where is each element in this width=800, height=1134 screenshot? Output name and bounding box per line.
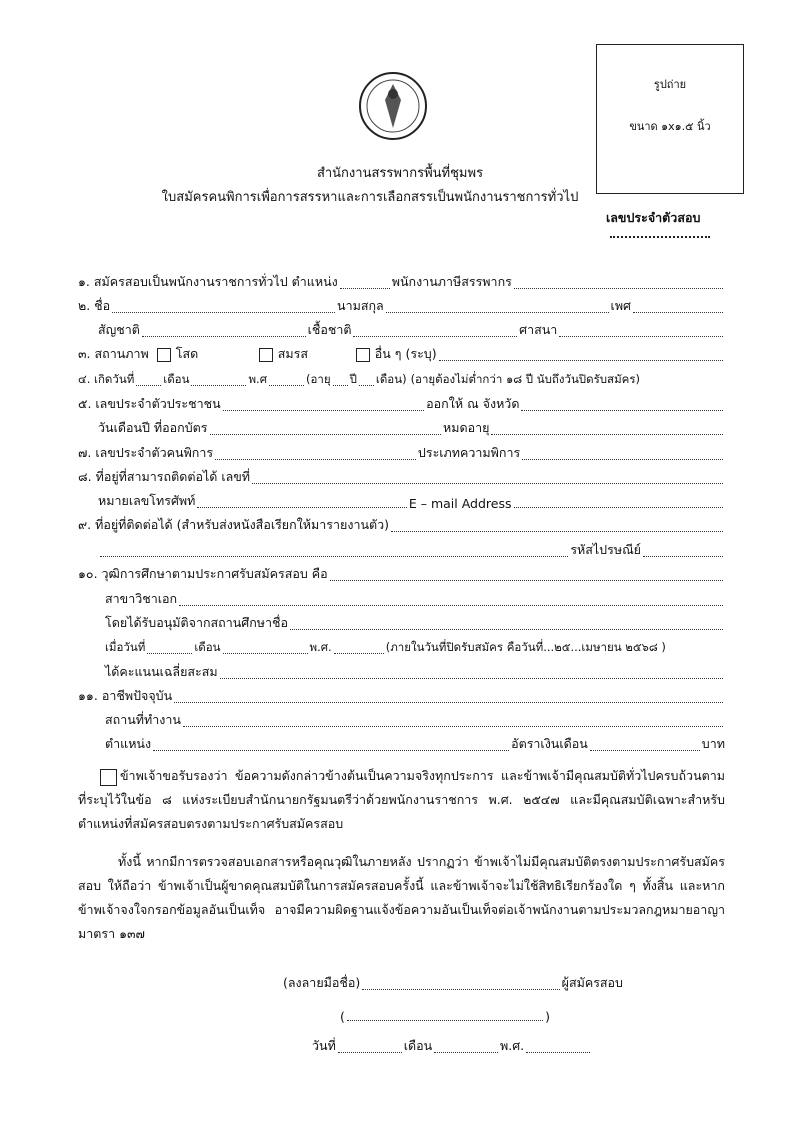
birth-day-label: ๔. เกิดวันที่ xyxy=(78,372,135,386)
race-label: เชื้อชาติ xyxy=(307,322,352,337)
age-label: (อายุ xyxy=(306,372,331,386)
job-position-label: ตำแหน่ง xyxy=(105,736,152,751)
expiry-field[interactable] xyxy=(491,434,723,435)
postal-label: รหัสไปรษณีย์ xyxy=(570,542,641,557)
grad-month-label: เดือน xyxy=(194,640,221,654)
gpa-label: ได้คะแนนเฉลี่ยสะสม xyxy=(105,664,218,679)
job-position-field[interactable] xyxy=(153,750,509,751)
close-paren: ) xyxy=(545,1009,550,1024)
expiry-label: หมดอายุ xyxy=(443,420,490,435)
signature-label: (ลงลายมือชื่อ) xyxy=(283,975,361,990)
deadline-note: (ภายในวันที่ปิดรับสมัคร คือวันที่...๒๕...เมษายน ๒๕๖๘ ) xyxy=(385,640,666,654)
email-label: E – mail Address xyxy=(408,496,512,511)
form-title: ใบสมัครคนพิการเพื่อการสรรหาและการเลือกสรรเป็นพนักงานราชการทั่วไป xyxy=(161,190,579,205)
age-year-label: ปี xyxy=(349,372,357,386)
age-note: (อายุต้องไม่ต่ำกว่า ๑๘ ปี นับถึงวันปิดรับสมัคร) xyxy=(410,372,641,386)
email-field[interactable] xyxy=(514,507,723,508)
age-months-field[interactable] xyxy=(359,385,374,386)
status-label: ๓. สถานภาพ xyxy=(78,346,149,361)
grad-year-field[interactable] xyxy=(334,653,384,654)
sign-month-label: เดือน xyxy=(403,1038,433,1053)
other-field[interactable] xyxy=(439,360,723,361)
workplace-label: สถานที่ทำงาน xyxy=(105,712,181,727)
grad-day-label: เมื่อวันที่ xyxy=(105,640,146,654)
issue-date-field[interactable] xyxy=(210,434,442,435)
printed-name-field[interactable] xyxy=(347,1020,543,1021)
birth-month-field[interactable] xyxy=(191,385,246,386)
age-month-label: เดือน) xyxy=(375,372,407,386)
declaration-checkbox[interactable] xyxy=(100,769,117,786)
grad-month-field[interactable] xyxy=(223,653,308,654)
exam-id-label: เลขประจำตัวสอบ xyxy=(606,210,701,225)
gpa-field[interactable] xyxy=(220,678,723,679)
occupation-field[interactable] xyxy=(174,702,723,703)
mail-address-label: ๙. ที่อยู่ที่ติดต่อได้ (สำหรับส่งหนังสือเรียกให้มารายงานตัว) xyxy=(78,517,390,532)
salary-field[interactable] xyxy=(590,750,700,751)
issued-province-label: ออกให้ ณ จังหวัด xyxy=(426,396,520,411)
other-checkbox[interactable] xyxy=(356,348,370,362)
grad-year-label: พ.ศ. xyxy=(309,640,332,654)
disability-id-label: ๗. เลขประจำตัวคนพิการ xyxy=(78,445,214,460)
photo-label: รูปถ่าย xyxy=(653,78,687,91)
warning-text: ทั้งนี้ หากมีการตรวจสอบเอกสารหรือคุณวุฒิในภายหลัง ปรากฏว่า ข้าพเจ้าไม่มีคุณสมบัติตรงตามประกาศรับสมัครสอบ ให้ถือว่า ข้าพเจ้าเป็นผู้ขาดคุณสมบัติในการสมัครสอบครั้งนี้ และข้าพเจ้าจะไม่ใช้สิทธิเรียกร้องใด ๆ ทั้งสิ้น และหากข้าพเจ้าจงใจกรอกข้อมูลอันเป็นเท็จ อาจมีความผิดฐานแจ้งข้อความอันเป็นเท็จต่อเจ้าพนักงานตามประมวลกฎหมายอาญามาตรา ๑๓๗ xyxy=(78,854,725,941)
revenue-department-seal-icon xyxy=(357,70,429,142)
sign-day-field[interactable] xyxy=(338,1052,402,1053)
office-name: สำนักงานสรรพากรพื้นที่ชุมพร xyxy=(316,166,484,181)
race-field[interactable] xyxy=(353,336,517,337)
address-label: ๘. ที่อยู่ที่สามารถติดต่อได้ เลขที่ xyxy=(78,469,251,484)
photo-size: ขนาด ๑x๑.๕ นิ้ว xyxy=(629,120,711,133)
disability-type-label: ประเภทความพิการ xyxy=(417,445,521,460)
single-checkbox[interactable] xyxy=(157,348,171,362)
disability-type-field[interactable] xyxy=(522,459,723,460)
institution-label: โดยได้รับอนุมัติจากสถานศึกษาชื่อ xyxy=(105,615,289,630)
address-field[interactable] xyxy=(252,483,723,484)
applicant-label: ผู้สมัครสอบ xyxy=(561,975,623,990)
married-checkbox[interactable] xyxy=(259,348,273,362)
postal-field[interactable] xyxy=(643,556,723,557)
id-card-field[interactable] xyxy=(223,410,425,411)
nationality-field[interactable] xyxy=(142,336,306,337)
f1-label: ๑. สมัครสอบเป็นพนักงานราชการทั่วไป ตำแหน่ง xyxy=(78,274,338,289)
institution-field[interactable] xyxy=(290,629,723,630)
position-field[interactable] xyxy=(514,288,723,289)
occupation-label: ๑๑. อาชีพปัจจุบัน xyxy=(78,688,173,703)
birth-month-label: เดือน xyxy=(163,372,190,386)
id-card-label: ๕. เลขประจำตัวประชาชน xyxy=(78,396,221,411)
name-field[interactable] xyxy=(112,312,335,313)
open-paren: ( xyxy=(340,1009,345,1024)
position-value: พนักงานภาษีสรรพากร xyxy=(391,274,512,289)
mail-address-field[interactable] xyxy=(391,531,723,532)
phone-label: หมายเลขโทรศัพท์ xyxy=(98,493,196,508)
mail-address-field-2[interactable] xyxy=(100,556,568,557)
major-label: สาขาวิชาเอก xyxy=(105,591,178,606)
surname-label: นามสกุล xyxy=(337,298,384,313)
single-label: โสด xyxy=(175,346,199,361)
sign-year-field[interactable] xyxy=(526,1052,590,1053)
other-label: อื่น ๆ (ระบุ) xyxy=(374,346,437,361)
name-label: ๒. ชื่อ xyxy=(78,298,111,313)
age-years-field[interactable] xyxy=(333,385,348,386)
signature-field[interactable] xyxy=(362,989,559,990)
sign-day-label: วันที่ xyxy=(312,1038,336,1053)
major-field[interactable] xyxy=(179,605,723,606)
nationality-label: สัญชาติ xyxy=(98,322,140,337)
salary-label: อัตราเงินเดือน xyxy=(511,736,588,751)
sign-month-field[interactable] xyxy=(434,1052,498,1053)
married-label: สมรส xyxy=(277,346,308,361)
birth-year-field[interactable] xyxy=(269,385,304,386)
education-field[interactable] xyxy=(330,580,723,581)
religion-field[interactable] xyxy=(559,336,723,337)
sex-label: เพศ xyxy=(610,298,631,313)
phone-field[interactable] xyxy=(197,507,406,508)
sex-field[interactable] xyxy=(633,312,723,313)
issued-province-field[interactable] xyxy=(521,410,723,411)
workplace-field[interactable] xyxy=(183,726,723,727)
baht-label: บาท xyxy=(701,736,725,751)
education-label: ๑๐. วุฒิการศึกษาตามประกาศรับสมัครสอบ คือ xyxy=(78,566,328,581)
religion-label: ศาสนา xyxy=(519,322,558,337)
issue-date-label: วันเดือนปี ที่ออกบัตร xyxy=(98,420,208,435)
declaration-text: ข้าพเจ้าขอรับรองว่า ข้อความดังกล่าวข้างต้นเป็นความจริงทุกประการ และข้าพเจ้ามีคุณสมบัติทั่วไปครบถ้วนตามที่ระบุไว้ในข้อ ๘ แห่งระเบียบสำนักนายกรัฐมนตรีว่าด้วยพนักงานราชการ พ.ศ. ๒๕๔๗ และมีคุณสมบัติเฉพาะสำหรับตำแหน่งที่สมัครสอบตรงตามประกาศรับสมัครสอบ xyxy=(78,768,725,831)
grad-day-field[interactable] xyxy=(147,653,192,654)
birth-year-label: พ.ศ xyxy=(248,372,267,386)
birth-day-field[interactable] xyxy=(136,385,161,386)
disability-id-field[interactable] xyxy=(215,459,416,460)
exam-id-field[interactable] xyxy=(610,236,710,238)
sign-year-label: พ.ศ. xyxy=(500,1038,525,1053)
surname-field[interactable] xyxy=(386,312,609,313)
